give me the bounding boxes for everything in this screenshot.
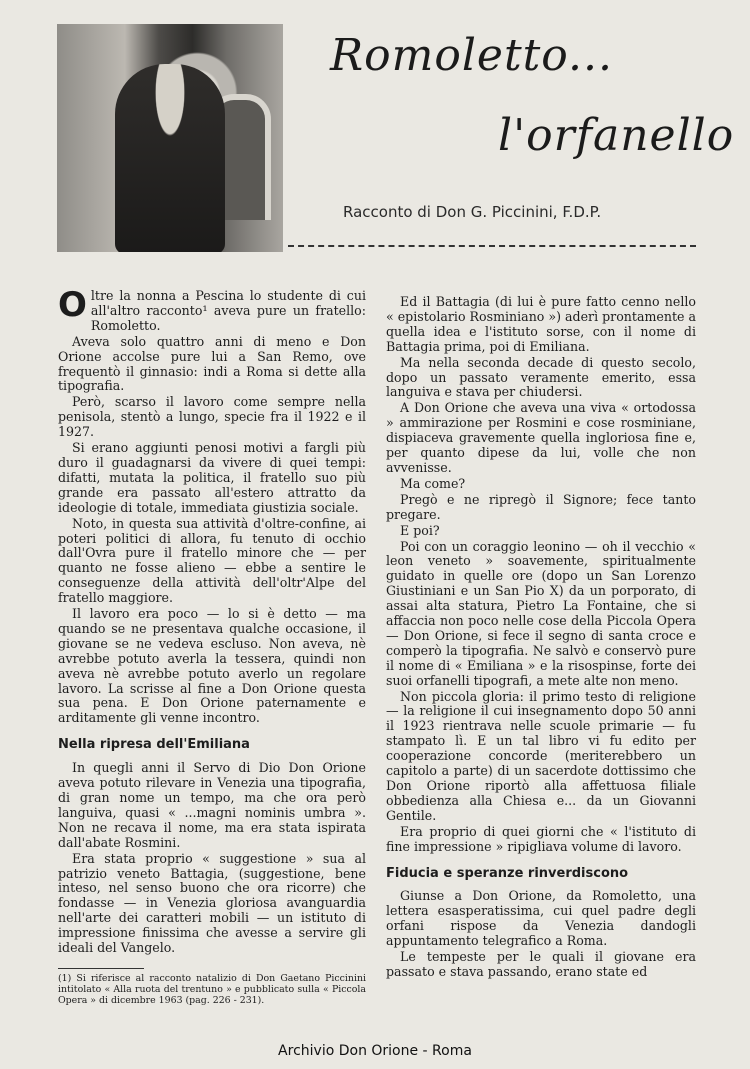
paragraph: Le tempeste per le quali il giovane era passato e stava passando, erano state ed [386, 949, 696, 979]
paragraph: Si erano aggiunti penosi motivi a fargli più duro il guadagnarsi da vivere di quei tempi: difatti, mutata la politica, il fratello suo più grande era passato all'estero attratto da ideologie di totale, immediata giustizia sociale. [58, 440, 366, 515]
priest-photo [57, 24, 283, 252]
paragraph: Giunse a Don Orione, da Romoletto, una lettera esasperatissima, cui quel padre degli orfani rispose da Venezia dandogli appuntamento telegrafico a Roma. [386, 888, 696, 949]
paragraph: Aveva solo quattro anni di meno e Don Orione accolse pure lui a San Remo, ove frequentò il ginnasio: indi a Roma si dette alla tipografia. [58, 333, 366, 394]
title-line-1: Romoletto... [330, 30, 613, 81]
paragraph: A Don Orione che aveva una viva « ortodossa » ammirazione per Rosmini e cose rosminiane, dispiaceva gravemente quella ingloriosa fine e, per quanto dipese da lui, volle che non avvenisse. [386, 400, 696, 475]
paragraph: Non piccola gloria: il primo testo di religione — la religione il cui insegnamento dopo 50 anni il 1923 rientrava nelle scuole primarie — fu stampato lì. E un tal libro vi fu edito per cooperazione concorde (meriterebbero un capitolo a parte) di un sacerdote dottissimo che Don Orione riportò alla affettuosa filiale obbedienza alla Chiesa e... da un Giovanni Gentile. [386, 688, 696, 823]
byline: Racconto di Don G. Piccinini, F.D.P. [343, 203, 602, 221]
section-heading: Fiducia e speranze rinverdiscono [386, 865, 629, 881]
paragraph: Però, scarso il lavoro come sempre nella penisola, stentò a lungo, specie fra il 1922 e il 1927. [58, 394, 366, 440]
footnote-divider [58, 968, 144, 969]
title-line-2: l'orfanello [498, 110, 735, 161]
paragraph: Noto, in questa sua attività d'oltre-confine, ai poteri politici di allora, fu tenuto di occhio dall'Ovra pure il fratello minore che — per quanto ne fosse alieno — ebbe a sentire le conseguenze della attività dell'oltr'Alpe del fratello maggiore. [58, 515, 366, 606]
archive-footer: Archivio Don Orione - Roma [278, 1043, 472, 1059]
section-heading: Nella ripresa dell'Emiliana [58, 737, 250, 753]
paragraph: E poi? [400, 522, 440, 538]
right-column [386, 295, 696, 981]
paragraph: Il lavoro era poco — lo si è detto — ma quando se ne presentava qualche occasione, il giovane se ne vedeva escluso. Non aveva, nè avrebbe potuto averla la tessera, quindi non aveva nè avrebbe potuto averlo un regolare lavoro. La scrisse al fine a Don Orione questa sua pena. E Don Orione paternamente e arditamente gli venne incontro. [58, 606, 366, 726]
photo-priest-figure [115, 64, 225, 252]
footnote: (1) Si riferisce al racconto natalizio di Don Gaetano Piccinini intitolato « Alla ruota del trentuno » e pubblicato sulla « Piccola Opera » di dicembre 1963 (pag. 226 - 231). [58, 972, 366, 1006]
drop-cap: O [58, 285, 87, 325]
paragraph: In quegli anni il Servo di Dio Don Orione aveva potuto rilevare in Venezia una tipografia, di gran nome un tempo, ma che ora però languiva, quasi « ...magni nominis umbra ». Non ne recava il nome, ma era stata ispirata dall'abate Rosmini. [58, 760, 366, 850]
paragraph [58, 285, 366, 334]
paragraph: Ma come? [400, 475, 466, 491]
left-column [58, 285, 366, 1007]
paragraph-text: ltre la nonna a Pescina lo studente di cui all'altro racconto¹ aveva pure un fratello: Romoletto. [90, 288, 366, 333]
dashed-divider [288, 245, 696, 247]
paragraph: Pregò e ne ripregò il Signore; fece tanto pregare. [386, 491, 696, 522]
paragraph: Poi con un coraggio leonino — oh il vecchio « leon veneto » soavemente, spiritualmente guidato in quelle ore (dopo un San Lorenzo Giustiniani e un San Pio X) da un porporato, di assai alta statura, Pietro La Fontaine, che si affaccia non poco nelle cose della Piccola Opera — Don Orione, si fece il segno di santa croce e comperò la tipografia. Ne salvò e conservò pure il nome di « Emiliana » e la risospinse, forte dei suoi orfanelli tipografi, a mete alte non meno. [386, 538, 696, 688]
paragraph: Ma nella seconda decade di questo secolo, dopo un passato veramente emerito, essa languiva e stava per chiudersi. [386, 354, 696, 400]
paragraph: Era proprio di quei giorni che « l'istituto di fine impressione » ripigliava volume di lavoro. [386, 823, 696, 854]
paragraph: Ed il Battagia (di lui è pure fatto cenno nello « epistolario Rosminiano ») aderì prontamente a quella idea e l'istituto sorse, con il nome di Battagia prima, poi di Emiliana. [386, 294, 696, 354]
paragraph: Era stata proprio « suggestione » sua al patrizio veneto Battagia, (suggestione, bene inteso, nel senso buono che ora ricorre) che fondasse — in Venezia gloriosa avanguardia nell'arte dei caratteri mobili — un istituto di impressione finissima che avesse a servire gli ideali del Vangelo. [58, 850, 366, 956]
